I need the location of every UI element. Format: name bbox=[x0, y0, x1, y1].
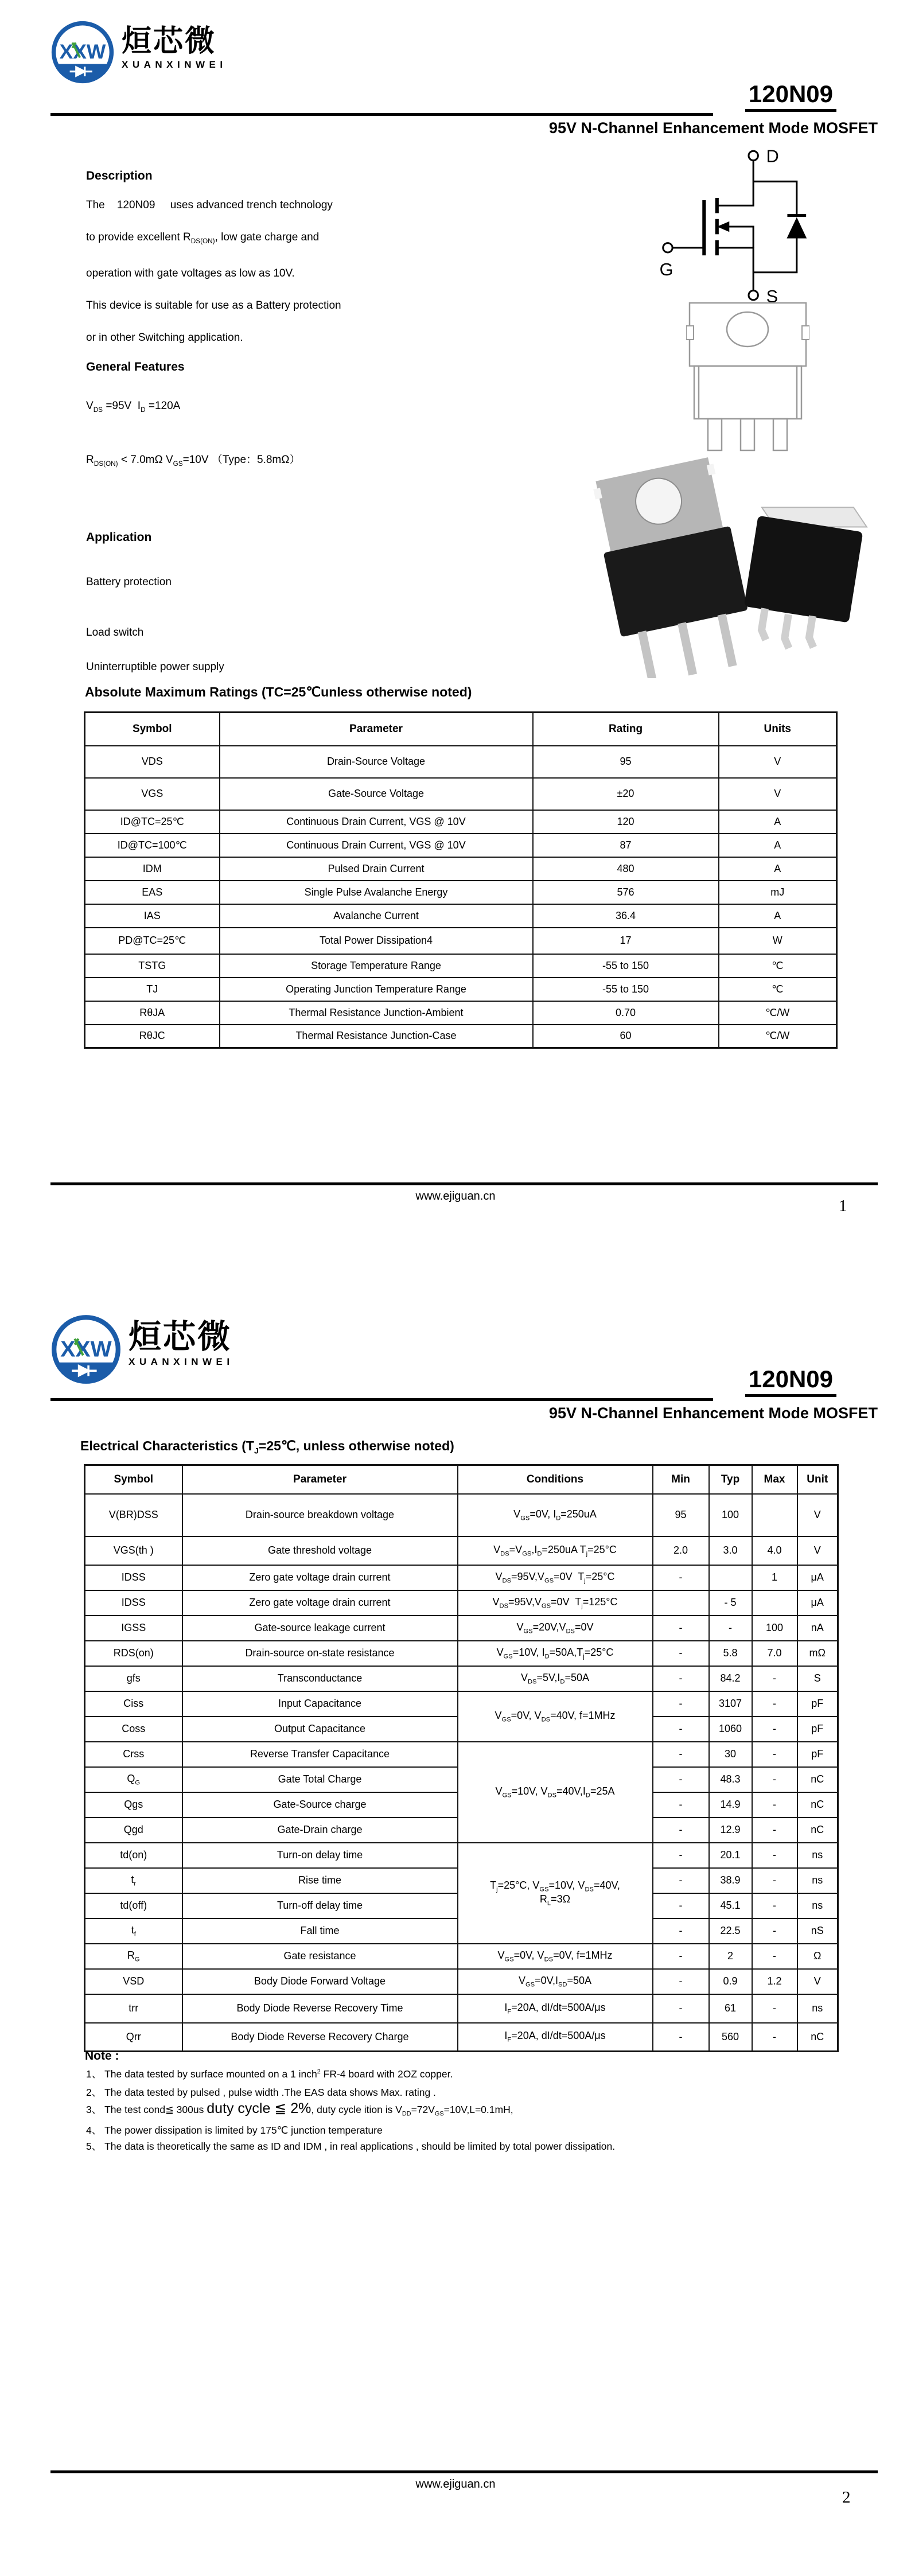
table-cell: $Q_G$ bbox=[85, 1767, 182, 1792]
table-cell: - bbox=[653, 1843, 709, 1868]
table-row bbox=[85, 1843, 838, 1868]
table-cell: 20.1 bbox=[709, 1843, 752, 1868]
table-cell: VGS(th ) bbox=[85, 1536, 182, 1565]
table-cell: S bbox=[797, 1666, 838, 1691]
table-cell: $V_{DS}=5V,I_D=50A$ bbox=[458, 1666, 653, 1691]
table-cell: Qgs bbox=[85, 1792, 182, 1818]
table-row bbox=[85, 1666, 838, 1691]
table-cell: Drain-source on-state resistance bbox=[182, 1641, 458, 1666]
table-cell: $V_{GS}=0V,I_{SD}=50A$ bbox=[458, 1969, 653, 1994]
table-cell: Turn-on delay time bbox=[182, 1843, 458, 1868]
package-photos bbox=[545, 437, 878, 678]
device-subtitle: 95V N-Channel Enhancement Mode MOSFET bbox=[548, 119, 878, 137]
d2pak-body bbox=[744, 516, 863, 623]
table-cell: $V_{GS}=10V$, $I_D=50A,T_j=25^\circ C$ bbox=[458, 1641, 653, 1666]
table-cell: 17 bbox=[533, 928, 719, 954]
table-cell: nC bbox=[797, 1818, 838, 1843]
table-cell: $t_f$ bbox=[85, 1919, 182, 1944]
mosfet-symbol-diagram bbox=[654, 146, 843, 306]
table-cell: ns bbox=[797, 1994, 838, 2023]
table-cell: -55 to 150 bbox=[533, 978, 719, 1001]
table-cell: - bbox=[752, 1742, 797, 1767]
table-cell: - bbox=[653, 1565, 709, 1590]
table-cell: Gate-source leakage current bbox=[182, 1616, 458, 1641]
page-number: 1 bbox=[839, 1197, 847, 1215]
table-cell: $V_{GS}=0V$, $I_D=250uA$ bbox=[458, 1494, 653, 1536]
table-cell: 45.1 bbox=[709, 1893, 752, 1919]
abs-max-table bbox=[84, 711, 838, 1049]
column-header: Units bbox=[719, 713, 837, 746]
table-cell: ns bbox=[797, 1868, 838, 1893]
table-cell: pF bbox=[797, 1742, 838, 1767]
column-header: Unit bbox=[797, 1465, 838, 1494]
table-cell: IDM bbox=[85, 857, 220, 881]
page-2 bbox=[0, 1288, 911, 2576]
table-cell: Rise time bbox=[182, 1868, 458, 1893]
table-cell: 87 bbox=[533, 834, 719, 857]
table-cell: 36.4 bbox=[533, 904, 719, 928]
table-cell: ns bbox=[797, 1893, 838, 1919]
table-row bbox=[85, 1641, 838, 1666]
table-cell: Avalanche Current bbox=[220, 904, 533, 928]
table-row bbox=[85, 1001, 837, 1025]
footer-url: www.ejiguan.cn bbox=[415, 2478, 496, 2491]
part-number-title: 120N09 bbox=[745, 80, 836, 112]
table-cell: A bbox=[719, 834, 837, 857]
body-diode-icon bbox=[787, 217, 807, 239]
brand-logo bbox=[50, 1314, 234, 1385]
table-cell: Pulsed Drain Current bbox=[220, 857, 533, 881]
table-cell: Drain-Source Voltage bbox=[220, 746, 533, 778]
brand-name-en: XUANXINWEI bbox=[129, 1356, 234, 1367]
table-row bbox=[85, 2023, 838, 2052]
table-row bbox=[85, 1590, 838, 1616]
table-cell: - bbox=[752, 1818, 797, 1843]
tab-notch bbox=[686, 326, 694, 340]
pin-label-gate: G bbox=[659, 259, 673, 279]
table-cell: 480 bbox=[533, 857, 719, 881]
table-cell: - bbox=[653, 2023, 709, 2052]
brand-logo-icon bbox=[50, 20, 115, 84]
column-header: Rating bbox=[533, 713, 719, 746]
table-cell: - bbox=[752, 1691, 797, 1717]
table-cell: Body Diode Reverse Recovery Charge bbox=[182, 2023, 458, 2052]
table-cell: - bbox=[752, 1893, 797, 1919]
table-cell: ℃ bbox=[719, 954, 837, 978]
brand-name-en: XUANXINWEI bbox=[122, 59, 227, 70]
table-row bbox=[85, 1616, 838, 1641]
table-cell: 576 bbox=[533, 881, 719, 904]
brand-logo bbox=[50, 20, 227, 84]
table-cell: Single Pulse Avalanche Energy bbox=[220, 881, 533, 904]
table-cell: A bbox=[719, 904, 837, 928]
table-cell: Total Power Dissipation4 bbox=[220, 928, 533, 954]
table-cell: Ciss bbox=[85, 1691, 182, 1717]
table-cell: V(BR)DSS bbox=[85, 1494, 182, 1536]
footer-url: www.ejiguan.cn bbox=[415, 1190, 496, 1203]
table-cell: V bbox=[797, 1536, 838, 1565]
column-header: Max bbox=[752, 1465, 797, 1494]
to220-lead bbox=[638, 631, 657, 678]
table-row bbox=[85, 881, 837, 904]
table-cell: $V_{GS}=0V$, $V_{DS}=0V$, f=1MHz bbox=[458, 1944, 653, 1969]
table-cell: 14.9 bbox=[709, 1792, 752, 1818]
note-heading: Note : bbox=[85, 2049, 119, 2063]
table-cell: V bbox=[797, 1969, 838, 1994]
table-cell: Body Diode Forward Voltage bbox=[182, 1969, 458, 1994]
table-cell: trr bbox=[85, 1994, 182, 2023]
table-cell: Storage Temperature Range bbox=[220, 954, 533, 978]
device-subtitle: 95V N-Channel Enhancement Mode MOSFET bbox=[548, 1404, 878, 1422]
table-cell: - bbox=[752, 1767, 797, 1792]
mosfet-wires bbox=[663, 151, 806, 300]
brand-logo-icon bbox=[50, 1314, 122, 1385]
table-cell: nC bbox=[797, 1792, 838, 1818]
table-cell: 0.9 bbox=[709, 1969, 752, 1994]
brand-text bbox=[129, 1318, 234, 1368]
note-item: 4、 The power dissipation is limited by 175℃ junction temperature bbox=[86, 2124, 383, 2136]
table-cell: 22.5 bbox=[709, 1919, 752, 1944]
table-cell: pF bbox=[797, 1691, 838, 1717]
logo-letters: XXW bbox=[60, 1336, 112, 1362]
table-cell: - bbox=[653, 1742, 709, 1767]
table-cell: - bbox=[752, 1792, 797, 1818]
table-cell: μA bbox=[797, 1590, 838, 1616]
table-cell: Qgd bbox=[85, 1818, 182, 1843]
note-item: 5、 The data is theoretically the same as ID and IDM , in real applications , should be limited by total power dissipation. bbox=[86, 2141, 616, 2152]
header-row bbox=[85, 713, 837, 746]
table-cell: IDSS bbox=[85, 1590, 182, 1616]
table-cell: IDSS bbox=[85, 1565, 182, 1590]
elec-char-table bbox=[84, 1464, 839, 2052]
table-cell: 4.0 bbox=[752, 1536, 797, 1565]
table-cell: - 5 bbox=[709, 1590, 752, 1616]
table-row bbox=[85, 746, 837, 778]
note-item: 3、 The test cond≦ 300us duty cycle ≦ 2%, duty cycle ition is $V_{DD}=72V_{GS}=10V,L=0.1mH$, bbox=[86, 2100, 513, 2118]
table-cell: 3.0 bbox=[709, 1536, 752, 1565]
pin-label-drain: D bbox=[766, 146, 779, 166]
table-cell: - bbox=[653, 1666, 709, 1691]
column-header: Symbol bbox=[85, 1465, 182, 1494]
table-cell: PD@TC=25℃ bbox=[85, 928, 220, 954]
table-row bbox=[85, 1969, 838, 1994]
table-cell: 12.9 bbox=[709, 1818, 752, 1843]
table-cell: ℃ bbox=[719, 978, 837, 1001]
table-cell: 2.0 bbox=[653, 1536, 709, 1565]
table-cell: gfs bbox=[85, 1666, 182, 1691]
table-cell: mΩ bbox=[797, 1641, 838, 1666]
table-row bbox=[85, 1565, 838, 1590]
brand-name-cn: 烜芯微 bbox=[122, 25, 217, 58]
table-cell bbox=[752, 1590, 797, 1616]
table-cell: - bbox=[752, 1843, 797, 1868]
table-cell: Gate-Drain charge bbox=[182, 1818, 458, 1843]
feature-line: $R_{DS(ON)} < 7.0m\Omega$ $V_{GS}=10V$ （Type：5.8mΩ） bbox=[86, 454, 301, 468]
table-cell: EAS bbox=[85, 881, 220, 904]
table-cell bbox=[709, 1565, 752, 1590]
table-cell: VGS bbox=[85, 778, 220, 810]
pin-label-source: S bbox=[766, 286, 778, 306]
features-heading: General Features bbox=[86, 360, 185, 373]
table-cell: Gate threshold voltage bbox=[182, 1536, 458, 1565]
table-row bbox=[85, 978, 837, 1001]
table-cell: Body Diode Reverse Recovery Time bbox=[182, 1994, 458, 2023]
table-cell: pF bbox=[797, 1717, 838, 1742]
description-text bbox=[86, 189, 341, 354]
table-cell: 1 bbox=[752, 1565, 797, 1590]
table-cell: ℃/W bbox=[719, 1001, 837, 1025]
description-line: to provide excellent $R_{DS(ON)}$, low gate charge and bbox=[86, 231, 320, 245]
table-cell: 60 bbox=[533, 1025, 719, 1048]
table-row bbox=[85, 954, 837, 978]
table-cell: 38.9 bbox=[709, 1868, 752, 1893]
table-cell: Zero gate voltage drain current bbox=[182, 1565, 458, 1590]
table-cell: nC bbox=[797, 1767, 838, 1792]
table-row bbox=[85, 810, 837, 834]
table-cell: - bbox=[752, 1944, 797, 1969]
column-header: Parameter bbox=[220, 713, 533, 746]
header-rule bbox=[50, 113, 713, 116]
application-item: Load switch bbox=[86, 627, 144, 639]
part-number-title: 120N09 bbox=[745, 1365, 836, 1397]
table-cell: Gate-Source Voltage bbox=[220, 778, 533, 810]
package-outline-drawing bbox=[686, 299, 809, 453]
table-cell: Gate resistance bbox=[182, 1944, 458, 1969]
table-cell: $V_{DS}=V_{GS},I_D=250uA$ $T_j=25^\circ C$ bbox=[458, 1536, 653, 1565]
table-row bbox=[85, 857, 837, 881]
elec-char-title: Electrical Characteristics ($T_J=25℃$, unless otherwise noted) bbox=[80, 1438, 454, 1456]
table-cell: ns bbox=[797, 1843, 838, 1868]
table-cell: ID@TC=25℃ bbox=[85, 810, 220, 834]
table-cell: Thermal Resistance Junction-Ambient bbox=[220, 1001, 533, 1025]
description-line: The 120N09 uses advanced trench technology bbox=[86, 199, 333, 211]
table-row bbox=[85, 1994, 838, 2023]
table-cell: Continuous Drain Current, VGS @ 10V bbox=[220, 834, 533, 857]
table-cell: ℃/W bbox=[719, 1025, 837, 1048]
table-cell: W bbox=[719, 928, 837, 954]
table-cell: 120 bbox=[533, 810, 719, 834]
table-cell: $V_{DS}=95V,V_{GS}=0V$ $T_j=125^\circ C$ bbox=[458, 1590, 653, 1616]
table-cell: - bbox=[653, 1994, 709, 2023]
table-cell: nA bbox=[797, 1616, 838, 1641]
table-cell: $I_F=20A$, dI/dt=500A/μs bbox=[458, 1994, 653, 2023]
table-cell: ±20 bbox=[533, 778, 719, 810]
table-cell: 95 bbox=[533, 746, 719, 778]
description-line: This device is suitable for use as a Battery protection bbox=[86, 299, 341, 312]
table-cell: Reverse Transfer Capacitance bbox=[182, 1742, 458, 1767]
table-cell bbox=[653, 1590, 709, 1616]
table-cell: - bbox=[653, 1818, 709, 1843]
table-cell: V bbox=[719, 746, 837, 778]
table-cell: 3107 bbox=[709, 1691, 752, 1717]
table-cell: - bbox=[653, 1641, 709, 1666]
table-cell: Input Capacitance bbox=[182, 1691, 458, 1717]
header-rule bbox=[50, 1398, 713, 1401]
table-cell: IAS bbox=[85, 904, 220, 928]
table-cell: 1.2 bbox=[752, 1969, 797, 1994]
table-cell: VSD bbox=[85, 1969, 182, 1994]
table-cell: $V_{GS}=0V$, $V_{DS}=40V$, f=1MHz bbox=[458, 1691, 653, 1742]
table-cell: - bbox=[653, 1969, 709, 1994]
table-cell: 61 bbox=[709, 1994, 752, 2023]
table-row bbox=[85, 1691, 838, 1717]
table-cell: 95 bbox=[653, 1494, 709, 1536]
table-cell: - bbox=[653, 1616, 709, 1641]
table-cell: - bbox=[653, 1717, 709, 1742]
table-cell: nC bbox=[797, 2023, 838, 2052]
feature-line: $V_{DS} =95V$ $I_D =120A$ bbox=[86, 400, 181, 414]
table-cell: TSTG bbox=[85, 954, 220, 978]
table-cell: RθJA bbox=[85, 1001, 220, 1025]
table-cell: - bbox=[653, 1868, 709, 1893]
d2pak-photo bbox=[738, 493, 869, 657]
table-row bbox=[85, 904, 837, 928]
table-cell: 1060 bbox=[709, 1717, 752, 1742]
table-cell: $R_G$ bbox=[85, 1944, 182, 1969]
table-cell: VDS bbox=[85, 746, 220, 778]
table-cell: - bbox=[752, 2023, 797, 2052]
table-cell: -55 to 150 bbox=[533, 954, 719, 978]
table-cell: td(on) bbox=[85, 1843, 182, 1868]
table-cell: V bbox=[719, 778, 837, 810]
column-header: Symbol bbox=[85, 713, 220, 746]
table-cell: Fall time bbox=[182, 1919, 458, 1944]
abs-max-title: Absolute Maximum Ratings (TC=25℃unless otherwise noted) bbox=[85, 684, 472, 699]
table-cell: RθJC bbox=[85, 1025, 220, 1048]
column-header: Min bbox=[653, 1465, 709, 1494]
application-item: Uninterruptible power supply bbox=[86, 661, 224, 673]
table-cell: $V_{DS}=95V,V_{GS}=0V$ $T_j=25^\circ C$ bbox=[458, 1565, 653, 1590]
description-line: operation with gate voltages as low as 10V. bbox=[86, 267, 295, 279]
table-cell: Crss bbox=[85, 1742, 182, 1767]
table-cell: nS bbox=[797, 1919, 838, 1944]
table-row bbox=[85, 1742, 838, 1767]
table-cell: IGSS bbox=[85, 1616, 182, 1641]
table-cell: RDS(on) bbox=[85, 1641, 182, 1666]
table-cell: 2 bbox=[709, 1944, 752, 1969]
table-cell: A bbox=[719, 810, 837, 834]
footer-rule bbox=[50, 1182, 878, 1185]
table-cell: Drain-source breakdown voltage bbox=[182, 1494, 458, 1536]
table-cell: Operating Junction Temperature Range bbox=[220, 978, 533, 1001]
table-cell: td(off) bbox=[85, 1893, 182, 1919]
tab-notch bbox=[802, 326, 809, 340]
table-cell: - bbox=[653, 1792, 709, 1818]
table-cell: - bbox=[752, 1868, 797, 1893]
table-cell: Gate Total Charge bbox=[182, 1767, 458, 1792]
table-cell: $V_{GS}=10V$, $V_{DS}=40V,I_D=25A$ bbox=[458, 1742, 653, 1843]
table-cell: - bbox=[653, 1944, 709, 1969]
application-heading: Application bbox=[86, 531, 152, 544]
table-cell: - bbox=[752, 1919, 797, 1944]
table-row bbox=[85, 928, 837, 954]
table-cell: - bbox=[752, 1717, 797, 1742]
note-item: 2、 The data tested by pulsed , pulse width .The EAS data shows Max. rating . bbox=[86, 2087, 436, 2098]
package-outline-lines bbox=[690, 303, 806, 450]
table-cell: - bbox=[709, 1616, 752, 1641]
to220-lead bbox=[718, 614, 737, 667]
table-cell: μA bbox=[797, 1565, 838, 1590]
column-header: Typ bbox=[709, 1465, 752, 1494]
table-cell: Coss bbox=[85, 1717, 182, 1742]
table-cell: 30 bbox=[709, 1742, 752, 1767]
table-row bbox=[85, 778, 837, 810]
table-cell: - bbox=[752, 1994, 797, 2023]
table-cell: - bbox=[653, 1767, 709, 1792]
table-cell: 0.70 bbox=[533, 1001, 719, 1025]
table-cell: 100 bbox=[709, 1494, 752, 1536]
table-cell: 560 bbox=[709, 2023, 752, 2052]
table-row bbox=[85, 1025, 837, 1048]
description-heading: Description bbox=[86, 169, 153, 182]
table-cell: 84.2 bbox=[709, 1666, 752, 1691]
table-row bbox=[85, 1494, 838, 1536]
to220-photo bbox=[589, 456, 759, 678]
table-cell: ID@TC=100℃ bbox=[85, 834, 220, 857]
footer-rule bbox=[50, 2470, 878, 2473]
table-cell: TJ bbox=[85, 978, 220, 1001]
table-cell: Ω bbox=[797, 1944, 838, 1969]
header-row bbox=[85, 1465, 838, 1494]
table-cell: - bbox=[653, 1691, 709, 1717]
table-cell: - bbox=[752, 1666, 797, 1691]
table-row bbox=[85, 1536, 838, 1565]
table-cell: mJ bbox=[719, 881, 837, 904]
column-header: Conditions bbox=[458, 1465, 653, 1494]
table-cell: - bbox=[653, 1893, 709, 1919]
logo-letters: XXW bbox=[59, 40, 106, 64]
table-cell: 100 bbox=[752, 1616, 797, 1641]
column-header: Parameter bbox=[182, 1465, 458, 1494]
table-cell: 7.0 bbox=[752, 1641, 797, 1666]
table-cell: Output Capacitance bbox=[182, 1717, 458, 1742]
brand-name-cn: 烜芯微 bbox=[129, 1318, 232, 1355]
table-cell: $I_F=20A$, dI/dt=500A/μs bbox=[458, 2023, 653, 2052]
page-number: 2 bbox=[842, 2488, 851, 2507]
table-cell: $V_{GS}=20V,V_{DS}=0V$ bbox=[458, 1616, 653, 1641]
table-cell: 48.3 bbox=[709, 1767, 752, 1792]
table-cell: Transconductance bbox=[182, 1666, 458, 1691]
table-cell: Turn-off delay time bbox=[182, 1893, 458, 1919]
table-cell: $t_r$ bbox=[85, 1868, 182, 1893]
table-cell: Gate-Source charge bbox=[182, 1792, 458, 1818]
table-row bbox=[85, 834, 837, 857]
brand-text bbox=[122, 25, 227, 71]
table-cell: - bbox=[653, 1919, 709, 1944]
description-line: or in other Switching application. bbox=[86, 331, 243, 344]
to220-lead bbox=[678, 622, 697, 675]
table-cell: V bbox=[797, 1494, 838, 1536]
application-item: Battery protection bbox=[86, 576, 172, 588]
table-row bbox=[85, 1944, 838, 1969]
table-cell: $T_j=25^\circ C$, $V_{GS}=10V$, $V_{DS}=40V$, $R_L=3\Omega$ bbox=[458, 1843, 653, 1944]
table-cell: Continuous Drain Current, VGS @ 10V bbox=[220, 810, 533, 834]
table-cell: Thermal Resistance Junction-Case bbox=[220, 1025, 533, 1048]
mosfet-arrow bbox=[717, 221, 729, 232]
table-cell bbox=[752, 1494, 797, 1536]
note-item: 1、 The data tested by surface mounted on a 1 inch$^2$ FR-4 board with 2OZ copper. bbox=[86, 2068, 453, 2080]
table-cell: 5.8 bbox=[709, 1641, 752, 1666]
table-cell: A bbox=[719, 857, 837, 881]
table-cell: Qrr bbox=[85, 2023, 182, 2052]
table-cell: Zero gate voltage drain current bbox=[182, 1590, 458, 1616]
